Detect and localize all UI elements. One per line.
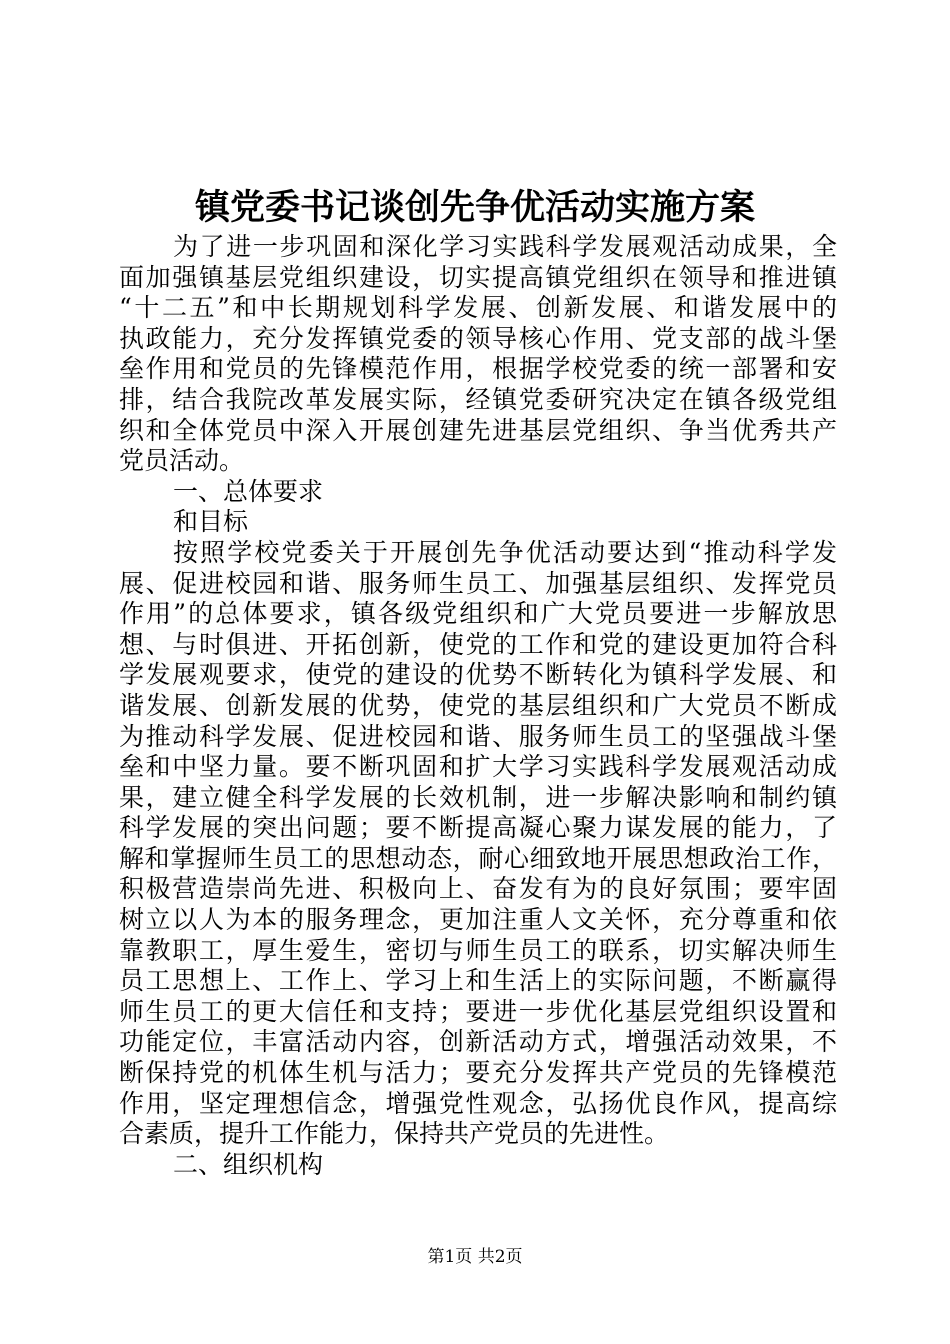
paragraph-line: 师生员工的更大信任和支持；要进一步优化基层党组织设置和 (119, 996, 837, 1026)
paragraph-line: 排，结合我院改革发展实际，经镇党委研究决定在镇各级党组 (119, 384, 837, 414)
paragraph-line: 学发展观要求，使党的建设的优势不断转化为镇科学发展、和 (119, 660, 837, 690)
paragraph-line: 为推动科学发展、促进校园和谐、服务师生员工的坚强战斗堡 (119, 721, 837, 751)
paragraph-line: 执政能力，充分发挥镇党委的领导核心作用、党支部的战斗堡 (119, 323, 837, 353)
paragraph-line: 按照学校党委关于开展创先争优活动要达到“推动科学发 (173, 537, 837, 567)
section-heading-continued: 和目标 (173, 507, 249, 537)
paragraph-line: 党员活动。 (119, 446, 245, 476)
paragraph-line: 断保持党的机体生机与活力；要充分发挥共产党员的先锋模范 (119, 1058, 837, 1088)
paragraph-line: “十二五”和中长期规划科学发展、创新发展、和谐发展中的 (119, 293, 837, 323)
paragraph-line: 面加强镇基层党组织建设，切实提高镇党组织在领导和推进镇 (119, 262, 837, 292)
document-body (119, 232, 837, 1180)
paragraph-line: 树立以人为本的服务理念，更加注重人文关怀，充分尊重和依 (119, 905, 837, 935)
section-heading: 二、组织机构 (173, 1149, 324, 1179)
paragraph-line: 垒作用和党员的先锋模范作用，根据学校党委的统一部署和安 (119, 354, 837, 384)
paragraph-line: 靠教职工，厚生爱生，密切与师生员工的联系，切实解决师生 (119, 935, 837, 965)
paragraph-line: 员工思想上、工作上、学习上和生活上的实际问题，不断赢得 (119, 966, 837, 996)
paragraph-line: 积极营造崇尚先进、积极向上、奋发有为的良好氛围；要牢固 (119, 874, 837, 904)
paragraph-line: 展、促进校园和谐、服务师生员工、加强基层组织、发挥党员 (119, 568, 837, 598)
paragraph-line: 垒和中坚力量。要不断巩固和扩大学习实践科学发展观活动成 (119, 752, 837, 782)
section-heading: 一、总体要求 (173, 476, 324, 506)
paragraph-line: 谐发展、创新发展的优势，使党的基层组织和广大党员不断成 (119, 690, 837, 720)
paragraph-line: 作用，坚定理想信念，增强党性观念，弘扬优良作风，提高综 (119, 1088, 837, 1118)
paragraph-line: 作用”的总体要求，镇各级党组织和广大党员要进一步解放思 (119, 599, 837, 629)
paragraph-line: 织和全体党员中深入开展创建先进基层党组织、争当优秀共产 (119, 415, 837, 445)
paragraph-line: 想、与时俱进、开拓创新，使党的工作和党的建设更加符合科 (119, 629, 837, 659)
document-title: 镇党委书记谈创先争优活动实施方案 (194, 187, 755, 228)
paragraph-line: 果，建立健全科学发展的长效机制，进一步解决影响和制约镇 (119, 782, 837, 812)
paragraph-line: 为了进一步巩固和深化学习实践科学发展观活动成果，全 (173, 232, 837, 261)
paragraph-line: 解和掌握师生员工的思想动态，耐心细致地开展思想政治工作， (119, 843, 837, 873)
paragraph-line: 功能定位，丰富活动内容，创新活动方式，增强活动效果，不 (119, 1027, 837, 1057)
paragraph-line: 科学发展的突出问题；要不断提高凝心聚力谋发展的能力，了 (119, 813, 837, 843)
paragraph-line: 合素质，提升工作能力，保持共产党员的先进性。 (119, 1119, 670, 1149)
page-footer: 第1页 共2页 (427, 1247, 523, 1267)
